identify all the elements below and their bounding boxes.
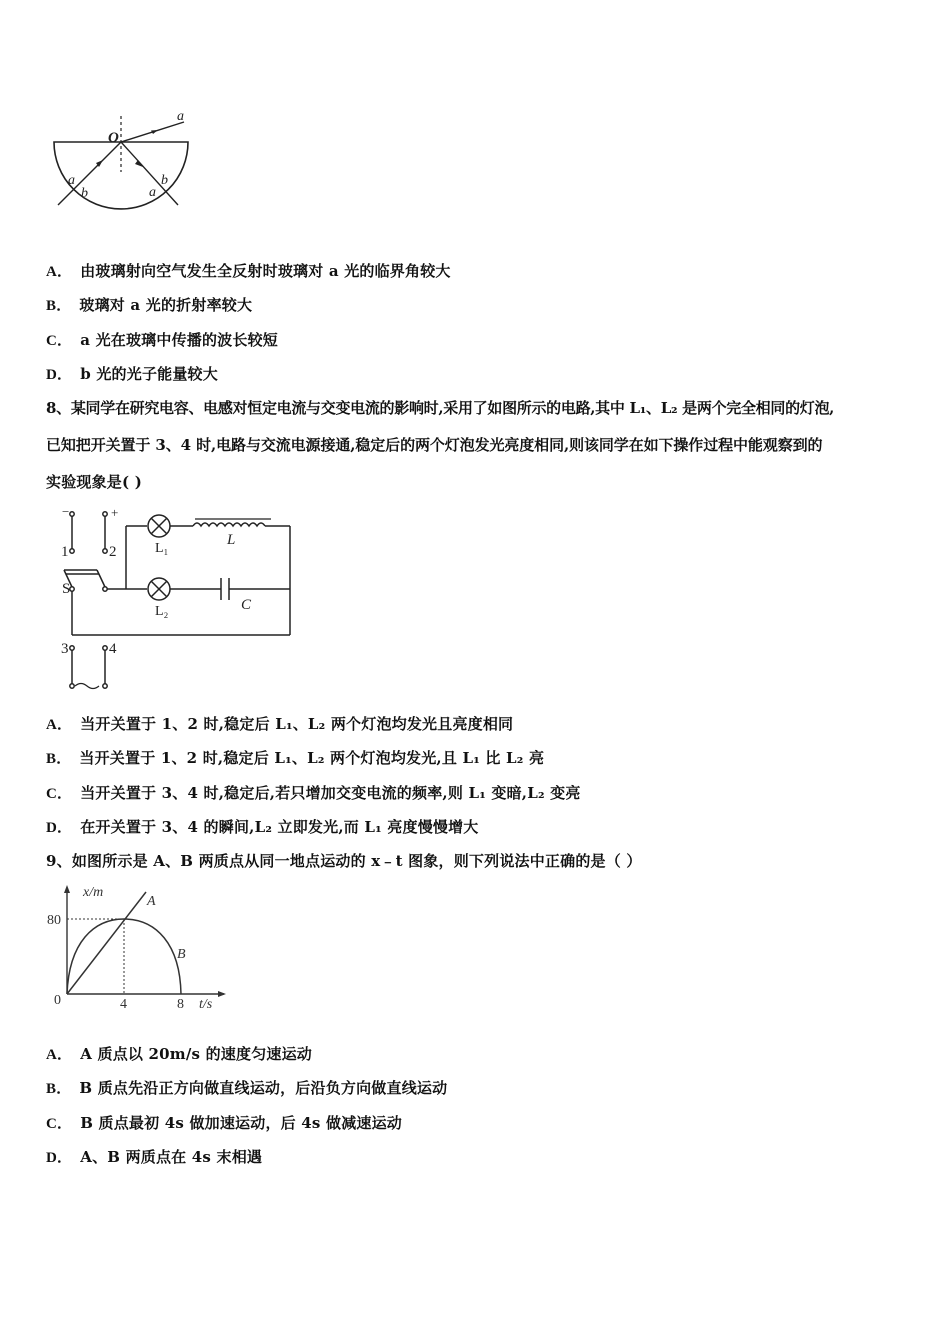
q8-option-b: B． 当开关置于 1、2 时,稳定后 L₁、L₂ 两个灯泡均发光,且 L₁ 比 L₂ 亮: [46, 749, 545, 767]
svg-text:4: 4: [109, 641, 117, 657]
capacitor-label: C: [241, 597, 252, 613]
q7-option-b: B． 玻璃对 a 光的折射率较大: [46, 296, 253, 314]
q8-option-a: A． 当开关置于 1、2 时,稳定后 L₁、L₂ 两个灯泡均发光且亮度相同: [46, 715, 514, 733]
series-a-label: A: [147, 894, 156, 909]
svg-text:b: b: [81, 186, 88, 201]
q9-option-d: D． A、B 两质点在 4s 末相遇: [46, 1148, 263, 1166]
svg-text:2: 2: [109, 544, 117, 560]
svg-text:3: 3: [61, 641, 69, 657]
q7-option-c: C． a 光在玻璃中传播的波长较短: [46, 331, 278, 349]
svg-text:+: +: [111, 505, 119, 520]
q8-stem-line-3: 实验现象是( ): [46, 473, 143, 491]
q8-stem-line-2: 已知把开关置于 3、4 时,电路与交流电源接通,稳定后的两个灯泡发光亮度相同,则该同学在如下操作过程中能观察到的: [46, 436, 823, 454]
svg-text:a: a: [177, 109, 184, 124]
q8-option-c: C． 当开关置于 3、4 时,稳定后,若只增加交变电流的频率,则 L₁ 变暗,L₂ 变亮: [46, 784, 581, 802]
q9-option-c: C． B 质点最初 4s 做加速运动，后 4s 做减速运动: [46, 1114, 402, 1132]
q7-point-label: O: [108, 130, 119, 146]
q7-option-d: D． b 光的光子能量较大: [46, 365, 218, 383]
x-tick-4: 4: [120, 997, 127, 1010]
series-b-label: B: [177, 947, 186, 962]
svg-text:b: b: [161, 173, 168, 188]
lamp-l1-label: L₁: [155, 541, 169, 556]
lamp-l2-label: L₂: [155, 604, 169, 619]
y-axis-label: x/m: [83, 885, 104, 900]
q9-option-a: A． A 质点以 20m/s 的速度匀速运动: [46, 1045, 313, 1063]
q9-option-b: B． B 质点先沿正方向做直线运动，后沿负方向做直线运动: [46, 1079, 448, 1097]
y-tick-80: 80: [47, 913, 61, 928]
q8-option-d: D． 在开关置于 3、4 的瞬间,L₂ 立即发光,而 L₁ 亮度慢慢增大: [46, 818, 479, 836]
inductor-label: L: [227, 532, 236, 548]
q9-stem: 9、如图所示是 A、B 两质点从同一地点运动的 x﹣t 图象，则下列说法中正确的是（ ）: [46, 852, 642, 870]
q7-option-a: A． 由玻璃射向空气发生全反射时玻璃对 a 光的临界角较大: [46, 262, 451, 280]
q8-stem-line-1: 8、某同学在研究电容、电感对恒定电流与交变电流的影响时,采用了如图所示的电路,其中 L₁、L₂ 是两个完全相同的灯泡,: [46, 399, 835, 417]
q8-circuit-diagram: [58, 505, 298, 695]
svg-text:a: a: [68, 173, 75, 188]
x-tick-8: 8: [177, 997, 184, 1010]
switch-label: S: [62, 581, 71, 597]
svg-text:a: a: [149, 185, 156, 200]
svg-text:1: 1: [61, 544, 69, 560]
q7-refraction-figure: [48, 106, 198, 218]
q9-xt-graph: [44, 882, 234, 1010]
origin-label: 0: [54, 993, 61, 1008]
x-axis-label: t/s: [199, 997, 213, 1010]
svg-text:−: −: [62, 505, 70, 519]
